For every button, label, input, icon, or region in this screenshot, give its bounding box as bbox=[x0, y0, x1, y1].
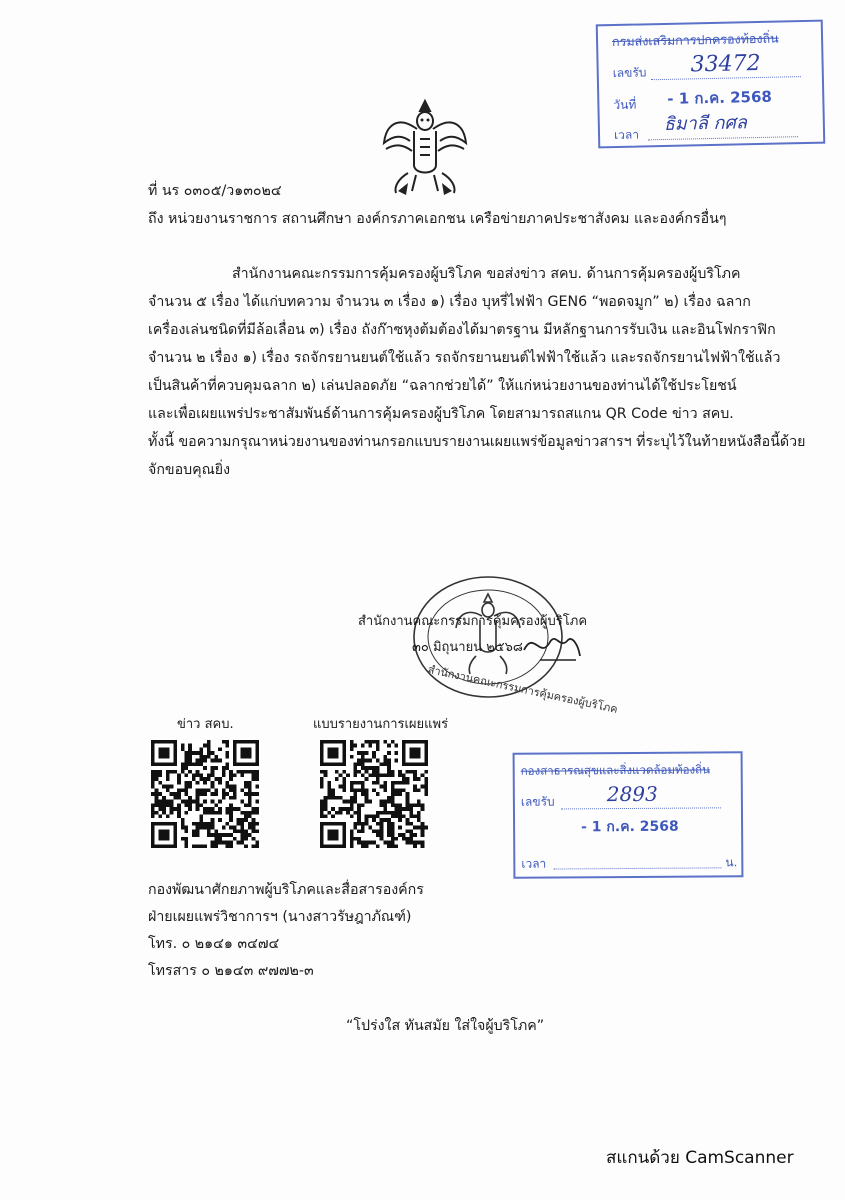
camscanner-watermark: สแกนด้วย CamScanner bbox=[606, 1148, 794, 1168]
body-line: จักขอบคุณยิ่ง bbox=[148, 462, 231, 478]
document-number: ที่ นร ๐๓๐๕/ว๑๓๐๒๔ bbox=[148, 183, 282, 199]
stamp-receive-label: เลขรับ bbox=[612, 65, 647, 81]
stamp-dotted-line bbox=[561, 807, 721, 809]
stamp-receive-label: เลขรับ bbox=[520, 794, 555, 809]
stamp-dotted-line bbox=[553, 867, 721, 869]
stamp-header: กองสาธารณสุขและสิ่งแวดล้อมท้องถิ่น bbox=[520, 762, 710, 778]
stamp-date: - 1 ก.ค. 2568 bbox=[581, 818, 679, 836]
body-line: เครื่องเล่นชนิดที่มีล้อเลื่อน ๓) เรื่อง ถังก๊าซหุงต้มต้องได้มาตรฐาน มีหลักฐานการรับเงิน และอินโฟกราฟิก bbox=[148, 322, 776, 338]
stamp-dotted-line bbox=[651, 76, 801, 80]
stamp-handwriting: ธิมาลี กศล bbox=[663, 112, 748, 135]
slogan: “โปร่งใส ทันสมัย ใส่ใจผู้บริโภค” bbox=[346, 1018, 545, 1034]
qr-code-news[interactable] bbox=[151, 740, 259, 848]
stamp-receive-number: 33472 bbox=[690, 50, 761, 78]
body-line: เป็นสินค้าที่ควบคุมฉลาก ๒) เล่นปลอดภัย “ฉลากช่วยได้” ให้แก่หน่วยงานของท่านได้ใช้ประโยชน์ bbox=[148, 378, 737, 394]
contact-fax: โทรสาร ๐ ๒๑๔๓ ๙๗๗๒-๓ bbox=[148, 963, 314, 979]
stamp-date-label: วันที่ bbox=[613, 97, 637, 113]
body-line: สำนักงานคณะกรรมการคุ้มครองผู้บริโภค ขอส่งข่าว สคบ. ด้านการคุ้มครองผู้บริโภค bbox=[232, 266, 741, 282]
stamp-header: กรมส่งเสริมการปกครองท้องถิ่น bbox=[611, 30, 779, 50]
qr-label-news: ข่าว สคบ. bbox=[177, 717, 234, 732]
stamp-date: - 1 ก.ค. 2568 bbox=[667, 87, 773, 108]
stamp-receive-number: 2893 bbox=[606, 781, 658, 807]
qr-code-report[interactable] bbox=[320, 740, 428, 848]
department-receiving-stamp bbox=[513, 751, 744, 879]
signature-date: ๓๐ มิถุนายน ๒๕๖๘ bbox=[412, 640, 523, 655]
stamp-suffix: น. bbox=[725, 855, 738, 870]
contact-section: ฝ่ายเผยแพร่วิชาการฯ (นางสาวรัษฎาภัณฑ์) bbox=[148, 909, 412, 925]
body-line: และเพื่อเผยแพร่ประชาสัมพันธ์ด้านการคุ้มครองผู้บริโภค โดยสามารถสแกน QR Code ข่าว สคบ. bbox=[148, 406, 734, 422]
stamp-time-label: เวลา bbox=[613, 127, 640, 143]
body-line: จำนวน ๕ เรื่อง ได้แก่บทความ จำนวน ๓ เรื่อง ๑) เรื่อง บุหรี่ไฟฟ้า GEN6 “พอดจมูก” ๒) เรื่อง ฉลาก bbox=[148, 294, 751, 310]
qr-label-report: แบบรายงานการเผยแพร่ bbox=[313, 717, 449, 732]
signature-organization: สำนักงานคณะกรรมการคุ้มครองผู้บริโภค bbox=[358, 614, 588, 629]
signature-scribble bbox=[520, 620, 584, 668]
recipient-line: ถึง หน่วยงานราชการ สถานศึกษา องค์กรภาคเอกชน เครือข่ายภาคประชาสังคม และองค์กรอื่นๆ bbox=[148, 211, 727, 227]
body-line: จำนวน ๒ เรื่อง ๑) เรื่อง รถจักรยานยนต์ใช้แล้ว รถจักรยานยนต์ไฟฟ้าใช้แล้ว และรถจักรยานไฟฟ้าใช้แล้ว bbox=[148, 350, 781, 366]
body-line: ทั้งนี้ ขอความกรุณาหน่วยงานของท่านกรอกแบบรายงานเผยแพร่ข้อมูลข่าวสารฯ ที่ระบุไว้ในท้ายหนังสือนี้ด้วย bbox=[148, 434, 806, 450]
receiving-stamp bbox=[596, 20, 826, 149]
garuda-emblem bbox=[378, 95, 472, 197]
stamp-time-label: เวลา bbox=[521, 856, 547, 871]
contact-division: กองพัฒนาศักยภาพผู้บริโภคและสื่อสารองค์กร bbox=[148, 882, 424, 898]
seal-ring-text: สำนักงานคณะกรรมการคุ้มครองผู้บริโภค bbox=[426, 662, 619, 716]
contact-tel: โทร. ๐ ๒๑๔๑ ๓๔๗๔ bbox=[148, 936, 280, 952]
